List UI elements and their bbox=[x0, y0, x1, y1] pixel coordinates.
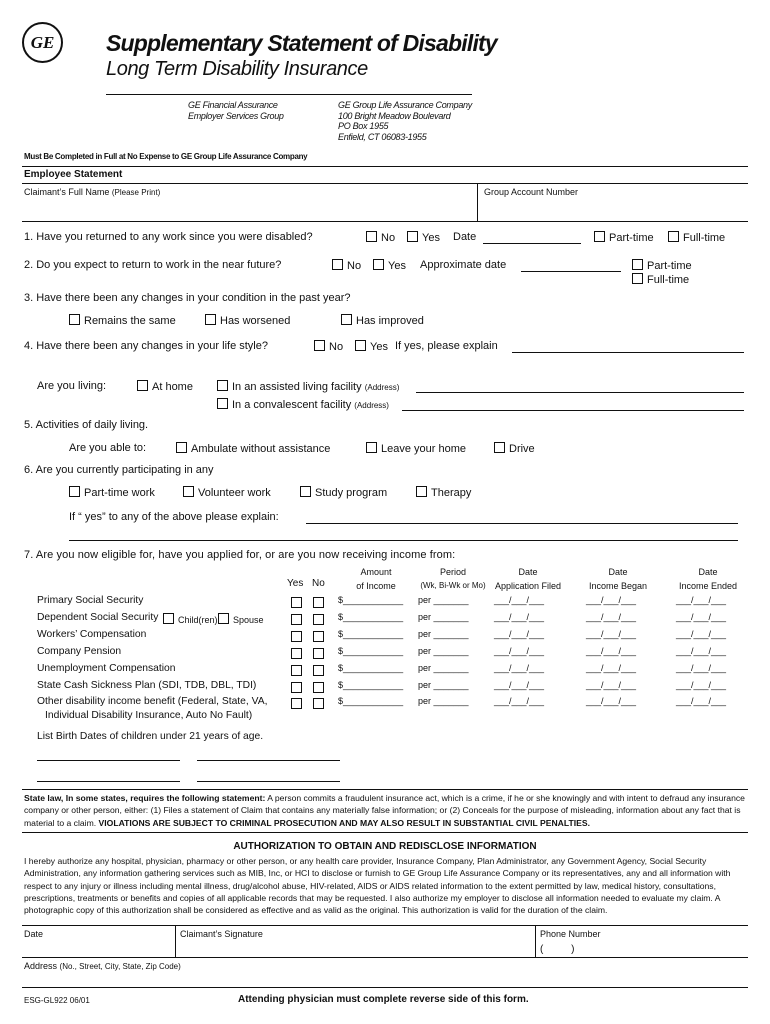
income-row-label: Other disability income benefit (Federal, State, VA, bbox=[37, 696, 268, 707]
footer-top-rule bbox=[22, 925, 748, 926]
q3-option-worsened[interactable] bbox=[205, 314, 290, 327]
income-ended-date[interactable]: ___/___/___ bbox=[676, 680, 727, 690]
q1-no-option[interactable] bbox=[366, 231, 395, 244]
q3-option-label: Has worsened bbox=[220, 315, 291, 327]
ge-logo bbox=[22, 22, 63, 63]
checkbox[interactable] bbox=[373, 259, 384, 270]
period-field[interactable]: per _______ bbox=[418, 629, 469, 639]
row-continuation: Individual Disability Insurance, Auto No Fault) bbox=[45, 710, 253, 721]
amount-field[interactable]: $____________ bbox=[338, 595, 404, 605]
checkbox[interactable] bbox=[366, 442, 377, 453]
state-law-penalty: VIOLATIONS ARE SUBJECT TO CRIMINAL PROSECUTION AND MAY ALSO RESULT IN SUBSTANTIAL CIVIL PENALTIES. bbox=[98, 817, 590, 828]
income-row-label: Company Pension bbox=[37, 646, 122, 657]
q1-no-label: No bbox=[381, 232, 396, 244]
checkbox[interactable] bbox=[218, 613, 229, 624]
dependent-child-label: Child(ren) bbox=[178, 615, 218, 625]
q4-explain-label: If yes, please explain bbox=[395, 340, 498, 352]
income-row-label: Dependent Social Security bbox=[37, 612, 159, 623]
period-field[interactable]: per _______ bbox=[418, 595, 469, 605]
birth-date-field-2[interactable] bbox=[197, 760, 340, 761]
began-header bbox=[580, 565, 656, 593]
q6-explain-field-2[interactable] bbox=[69, 540, 738, 541]
income-ended-date[interactable]: ___/___/___ bbox=[676, 663, 727, 673]
income-row-label: State Cash Sickness Plan (SDI, TDB, DBL, TDI) bbox=[37, 680, 257, 691]
application-filed-date[interactable]: ___/___/___ bbox=[494, 629, 545, 639]
authorization-body: I hereby authorize any hospital, physician, pharmacy or other person, or any health care provider, Insurance Company, Plan Administrator, any Government Agency, Social Security Administration, any information gathering services such as MIB, Inc, or HCI to disclose or furnish to GE Group Life Assurance Company or its representatives, any and all information with respect to any injury or illness including mental illness, drug/alcohol abuse, HIV-related, AIDS or AIDS related information to the extent permitted by law, medical history, consultations, prescriptions, treatments or benefits and copies of all applicable records that may be requested. I also authorize my employer to disclose all information needed to evaluate my claim. A photographic copy of this authorization shall be considered as effective and as valid as the original. This authorization is valid for the duration of the claim. bbox=[24, 856, 731, 916]
footer-mid-rule bbox=[22, 957, 748, 958]
income-began-date[interactable]: ___/___/___ bbox=[586, 595, 637, 605]
question-1: 1. Have you returned to any work since you were disabled? bbox=[24, 231, 313, 243]
period-field[interactable]: per _______ bbox=[418, 646, 469, 656]
state-law-top-rule bbox=[22, 789, 748, 790]
q6-explain-label: If “ yes” to any of the above please explain: bbox=[69, 511, 279, 523]
able-to-label: Are you able to: bbox=[69, 442, 147, 454]
employee-section-title: Employee Statement bbox=[24, 169, 123, 180]
group-account-field[interactable] bbox=[484, 199, 744, 219]
address-label bbox=[24, 961, 181, 971]
income-ended-date[interactable]: ___/___/___ bbox=[676, 646, 727, 656]
income-ended-date[interactable]: ___/___/___ bbox=[676, 696, 727, 706]
q5-drive-option[interactable] bbox=[494, 442, 535, 455]
income-yes-checkbox[interactable] bbox=[291, 631, 302, 642]
state-law-lead: State law, In some states, requires the following statement: bbox=[24, 793, 266, 803]
q3-option-label: Remains the same bbox=[84, 315, 176, 327]
checkbox[interactable] bbox=[217, 380, 228, 391]
box-bottom-rule bbox=[22, 221, 748, 222]
ended-header bbox=[670, 565, 746, 593]
income-ended-date[interactable]: ___/___/___ bbox=[676, 612, 727, 622]
checkbox[interactable] bbox=[407, 231, 418, 242]
q6-option-label: Therapy bbox=[431, 487, 472, 499]
living-home-label: At home bbox=[152, 381, 193, 393]
income-began-date[interactable]: ___/___/___ bbox=[586, 612, 637, 622]
state-law-body: A person commits a fraudulent insurance act, which is a crime, if he or she knowingly and with intent to defraud any insurance company or other person, either: (1) Files a statement of Claim that contains any materially false information; or (2) Conceals for the purpose of misleading, information about any fact that is material to a claim. bbox=[24, 793, 745, 828]
living-home-option[interactable] bbox=[137, 380, 193, 393]
living-label: Are you living: bbox=[37, 380, 107, 392]
period-field[interactable]: per _______ bbox=[418, 680, 469, 690]
q1-yes-label: Yes bbox=[422, 232, 440, 244]
form-id: ESG-GL922 06/01 bbox=[24, 996, 90, 1005]
header-line: Income Began bbox=[588, 581, 648, 591]
reverse-side-note: Attending physician must complete reverse side of this form. bbox=[238, 994, 529, 1005]
phone-parentheses: ( ) bbox=[540, 944, 575, 955]
date-label: Date bbox=[24, 929, 44, 939]
q1-full-time-option[interactable] bbox=[668, 231, 725, 244]
q2-date-label: Approximate date bbox=[420, 259, 507, 271]
question-3: 3. Have there been any changes in your condition in the past year? bbox=[24, 292, 351, 304]
income-no-checkbox[interactable] bbox=[313, 614, 324, 625]
amount-field[interactable]: $____________ bbox=[338, 696, 404, 706]
income-began-date[interactable]: ___/___/___ bbox=[586, 646, 637, 656]
checkbox[interactable] bbox=[632, 259, 643, 270]
application-filed-date[interactable]: ___/___/___ bbox=[494, 595, 545, 605]
q6-part-time-option[interactable] bbox=[69, 486, 155, 499]
birth-dates-label: List Birth Dates of children under 21 years of age. bbox=[37, 731, 264, 742]
completion-notice: Must Be Completed in Full at No Expense to GE Group Life Assurance Company bbox=[24, 152, 308, 161]
checkbox[interactable] bbox=[314, 340, 325, 351]
income-yes-checkbox[interactable] bbox=[291, 648, 302, 659]
income-began-date[interactable]: ___/___/___ bbox=[586, 680, 637, 690]
period-field[interactable]: per _______ bbox=[418, 696, 469, 706]
checkbox[interactable] bbox=[594, 231, 605, 242]
period-field[interactable]: per _______ bbox=[418, 612, 469, 622]
claimant-name-text: Claimant’s Full Name bbox=[24, 187, 110, 197]
birth-date-field-1[interactable] bbox=[37, 760, 180, 761]
income-began-date[interactable]: ___/___/___ bbox=[586, 696, 637, 706]
amount-field[interactable]: $____________ bbox=[338, 629, 404, 639]
form-title: Supplementary Statement of Disability bbox=[106, 30, 497, 56]
amount-field[interactable]: $____________ bbox=[338, 646, 404, 656]
address-text: Address bbox=[24, 961, 58, 971]
box-top-rule bbox=[22, 166, 748, 167]
q3-option-improved[interactable] bbox=[341, 314, 424, 327]
q2-full-time-option[interactable] bbox=[632, 273, 689, 286]
checkbox[interactable] bbox=[494, 442, 505, 453]
header-line: Application Filed bbox=[494, 581, 562, 591]
income-row-label: Primary Social Security bbox=[37, 595, 144, 606]
q2-yes-label: Yes bbox=[388, 260, 406, 272]
income-no-checkbox[interactable] bbox=[313, 631, 324, 642]
application-filed-date[interactable]: ___/___/___ bbox=[494, 696, 545, 706]
income-no-checkbox[interactable] bbox=[313, 665, 324, 676]
q3-option-same[interactable] bbox=[69, 314, 176, 327]
living-assisted-option[interactable] bbox=[217, 380, 399, 393]
income-no-checkbox[interactable] bbox=[313, 698, 324, 709]
header-line: Date bbox=[608, 567, 628, 577]
q5-leave-home-option[interactable] bbox=[366, 442, 466, 455]
header-line: Date bbox=[518, 567, 538, 577]
footer-divider-1 bbox=[175, 925, 176, 957]
address-left bbox=[188, 100, 284, 122]
income-began-date[interactable]: ___/___/___ bbox=[586, 663, 637, 673]
phone-label: Phone Number bbox=[540, 929, 601, 939]
address-right-line: GE Group Life Assurance Company bbox=[338, 100, 472, 110]
question-5: 5. Activities of daily living. bbox=[24, 419, 149, 431]
dependent-spouse-option[interactable] bbox=[218, 613, 264, 625]
income-yes-checkbox[interactable] bbox=[291, 614, 302, 625]
income-row-label: Workers’ Compensation bbox=[37, 629, 147, 640]
q5-option-label: Drive bbox=[509, 443, 535, 455]
q4-yes-label: Yes bbox=[370, 341, 388, 353]
q1-date-label: Date bbox=[453, 231, 477, 243]
checkbox[interactable] bbox=[300, 486, 311, 497]
q5-ambulate-option[interactable] bbox=[176, 442, 330, 455]
q2-part-time-label: Part-time bbox=[647, 260, 692, 272]
box-divider bbox=[477, 183, 478, 221]
question-6: 6. Are you currently participating in any bbox=[24, 464, 214, 476]
checkbox[interactable] bbox=[632, 273, 643, 284]
q6-explain-field[interactable] bbox=[306, 523, 738, 524]
address-left-line: GE Financial Assurance bbox=[188, 100, 278, 110]
q2-full-time-label: Full-time bbox=[647, 274, 690, 286]
checkbox[interactable] bbox=[217, 398, 228, 409]
section-title-rule bbox=[22, 183, 748, 184]
period-field[interactable]: per _______ bbox=[418, 663, 469, 673]
q2-part-time-option[interactable] bbox=[632, 259, 692, 272]
address-right-line: PO Box 1955 bbox=[338, 121, 389, 131]
amount-field[interactable]: $____________ bbox=[338, 612, 404, 622]
question-2: 2. Do you expect to return to work in the near future? bbox=[24, 259, 282, 271]
header-line: Date bbox=[698, 567, 718, 577]
phone-field[interactable] bbox=[540, 940, 740, 956]
checkbox[interactable] bbox=[341, 314, 352, 325]
header-line: of Income bbox=[356, 581, 396, 591]
income-yes-checkbox[interactable] bbox=[291, 682, 302, 693]
dependent-child-option[interactable] bbox=[163, 613, 218, 625]
q1-date-field[interactable] bbox=[483, 243, 581, 244]
address-right-line: 100 Bright Meadow Boulevard bbox=[338, 110, 451, 121]
footer-bottom-rule bbox=[22, 987, 748, 988]
header-line: (Wk, Bi-Wk or Mo) bbox=[420, 581, 486, 590]
checkbox[interactable] bbox=[355, 340, 366, 351]
question-4: 4. Have there been any changes in your life style? bbox=[24, 340, 268, 352]
filed-header bbox=[488, 565, 568, 593]
header-line: Period bbox=[439, 567, 466, 577]
question-7: 7. Are you now eligible for, have you applied for, or are you now receiving income from: bbox=[24, 549, 456, 561]
group-account-label: Group Account Number bbox=[484, 187, 579, 197]
header-line: Amount bbox=[360, 567, 392, 577]
q1-yes-option[interactable] bbox=[407, 231, 440, 244]
no-header: No bbox=[312, 578, 325, 589]
income-row-label: Unemployment Compensation bbox=[37, 663, 176, 674]
header-rule bbox=[106, 94, 472, 95]
q6-option-label: Part-time work bbox=[84, 487, 155, 499]
claimant-name-label bbox=[24, 187, 160, 197]
q2-no-option[interactable] bbox=[332, 259, 361, 272]
income-ended-date[interactable]: ___/___/___ bbox=[676, 629, 727, 639]
checkbox[interactable] bbox=[163, 613, 174, 624]
living-convalescent-label: In a convalescent facility bbox=[232, 399, 352, 411]
income-ended-date[interactable]: ___/___/___ bbox=[676, 595, 727, 605]
assisted-address-field[interactable] bbox=[416, 392, 744, 393]
address-right bbox=[338, 100, 472, 142]
state-law-paragraph bbox=[24, 792, 746, 829]
income-no-checkbox[interactable] bbox=[313, 597, 324, 608]
checkbox[interactable] bbox=[69, 486, 80, 497]
checkbox[interactable] bbox=[137, 380, 148, 391]
application-filed-date[interactable]: ___/___/___ bbox=[494, 612, 545, 622]
checkbox[interactable] bbox=[205, 314, 216, 325]
amount-header bbox=[344, 565, 408, 593]
period-header bbox=[414, 565, 492, 593]
q4-no-option[interactable] bbox=[314, 340, 343, 353]
address-hint: (Address) bbox=[364, 383, 400, 392]
amount-field[interactable]: $____________ bbox=[338, 680, 404, 690]
q6-volunteer-option[interactable] bbox=[183, 486, 271, 499]
q6-study-option[interactable] bbox=[300, 486, 387, 499]
q1-full-time-label: Full-time bbox=[683, 232, 726, 244]
checkbox[interactable] bbox=[416, 486, 427, 497]
address-right-line: Enfield, CT 06083-1955 bbox=[338, 131, 427, 142]
ge-logo-text: GE bbox=[30, 33, 55, 52]
checkbox[interactable] bbox=[183, 486, 194, 497]
birth-date-field-4[interactable] bbox=[197, 781, 340, 782]
income-no-checkbox[interactable] bbox=[313, 682, 324, 693]
address-hint: (Address) bbox=[354, 401, 389, 410]
income-yes-checkbox[interactable] bbox=[291, 597, 302, 608]
checkbox[interactable] bbox=[69, 314, 80, 325]
q4-yes-option[interactable] bbox=[355, 340, 388, 353]
form-subtitle: Long Term Disability Insurance bbox=[106, 58, 368, 80]
date-field[interactable] bbox=[24, 940, 170, 956]
application-filed-date[interactable]: ___/___/___ bbox=[494, 646, 545, 656]
income-no-checkbox[interactable] bbox=[313, 648, 324, 659]
q3-option-label: Has improved bbox=[356, 315, 424, 327]
q1-part-time-option[interactable] bbox=[594, 231, 654, 244]
q4-explain-field[interactable] bbox=[512, 352, 744, 353]
signature-field[interactable] bbox=[180, 940, 530, 956]
q5-option-label: Ambulate without assistance bbox=[191, 443, 331, 455]
q2-date-field[interactable] bbox=[521, 271, 621, 272]
q4-no-label: No bbox=[329, 341, 344, 353]
state-law-bottom-rule bbox=[22, 832, 748, 833]
application-filed-date[interactable]: ___/___/___ bbox=[494, 663, 545, 673]
checkbox[interactable] bbox=[176, 442, 187, 453]
q6-option-label: Study program bbox=[315, 487, 388, 499]
checkbox[interactable] bbox=[366, 231, 377, 242]
signature-label: Claimant’s Signature bbox=[180, 929, 263, 939]
address-format-hint: (No., Street, City, State, Zip Code) bbox=[59, 962, 181, 971]
authorization-title: AUTHORIZATION TO OBTAIN AND REDISCLOSE INFORMATION bbox=[233, 841, 537, 852]
living-assisted-label: In an assisted living facility bbox=[232, 381, 362, 393]
birth-date-field-3[interactable] bbox=[37, 781, 180, 782]
q6-therapy-option[interactable] bbox=[416, 486, 471, 499]
income-began-date[interactable]: ___/___/___ bbox=[586, 629, 637, 639]
convalescent-address-field[interactable] bbox=[402, 410, 744, 411]
footer-divider-2 bbox=[535, 925, 536, 957]
q5-option-label: Leave your home bbox=[381, 443, 466, 455]
header-line: Income Ended bbox=[678, 581, 738, 591]
application-filed-date[interactable]: ___/___/___ bbox=[494, 680, 545, 690]
amount-field[interactable]: $____________ bbox=[338, 663, 404, 673]
living-convalescent-option[interactable] bbox=[217, 398, 389, 411]
checkbox[interactable] bbox=[332, 259, 343, 270]
yes-header: Yes bbox=[287, 578, 304, 589]
income-yes-checkbox[interactable] bbox=[291, 698, 302, 709]
address-field[interactable] bbox=[24, 972, 744, 986]
claimant-name-hint: (Please Print) bbox=[111, 188, 161, 197]
q2-yes-option[interactable] bbox=[373, 259, 406, 272]
q1-part-time-label: Part-time bbox=[609, 232, 654, 244]
income-yes-checkbox[interactable] bbox=[291, 665, 302, 676]
checkbox[interactable] bbox=[668, 231, 679, 242]
address-left-line: Employer Services Group bbox=[188, 111, 284, 121]
claimant-name-field[interactable] bbox=[24, 199, 472, 219]
q6-option-label: Volunteer work bbox=[198, 487, 271, 499]
q2-no-label: No bbox=[347, 260, 362, 272]
dependent-spouse-label: Spouse bbox=[233, 615, 264, 625]
